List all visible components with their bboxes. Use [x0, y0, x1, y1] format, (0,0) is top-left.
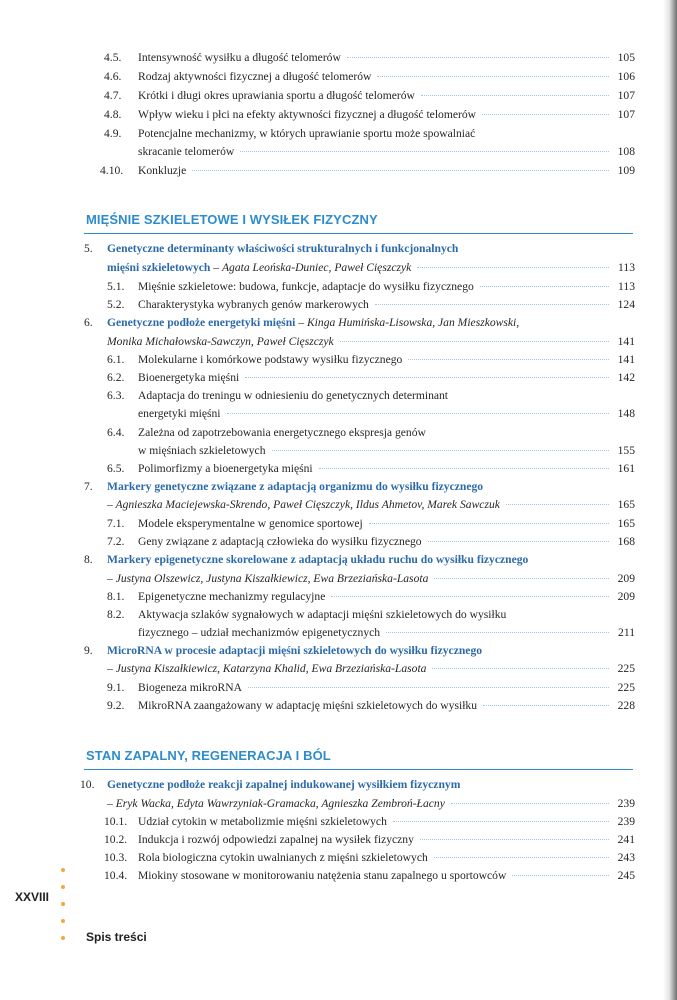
entry-title: Potencjalne mechanizmy, w których uprawianie sportu może spowalniać [138, 127, 476, 140]
entry-page: 239 [617, 815, 635, 828]
dot-leader [432, 668, 609, 669]
entry-title: Zależna od zapotrzebowania energetycznego ekspresja genów [138, 426, 426, 439]
entry-title: Polimorfizmy a bioenergetyka mięśni [138, 462, 313, 475]
toc-entry-8-1[interactable] [0, 587, 677, 607]
entry-title: Intensywność wysiłku a długość telomerów [138, 51, 341, 64]
dot-leader [408, 359, 609, 360]
chapter-number: 10. [80, 778, 95, 791]
entry-title: Charakterystyka wybranych genów markerowych [138, 298, 369, 311]
entry-number: 6.1. [107, 353, 125, 366]
section-heading: MIĘŚNIE SZKIELETOWE I WYSIŁEK FIZYCZNY [86, 212, 378, 227]
chapter-page: 209 [617, 572, 635, 585]
chapter-title: Genetyczne determinanty właściwości strukturalnych i funkcjonalnych [107, 242, 459, 255]
section-rule [84, 769, 633, 770]
bullet-dot [61, 885, 65, 889]
chapter-authors: – Eryk Wacka, Edyta Wawrzyniak-Gramacka, Agnieszka Zembroń-Łacny [107, 797, 445, 810]
entry-title: Indukcja i rozwój odpowiedzi zapalnej na wysiłek fizyczny [138, 833, 414, 846]
entry-number: 10.2. [104, 833, 128, 846]
entry-number: 4.8. [104, 108, 122, 121]
dot-leader [428, 541, 609, 542]
entry-number: 6.5. [107, 462, 125, 475]
toc-entry-4-9-line2[interactable] [0, 142, 677, 162]
toc-entry-6-3-line1[interactable] [0, 386, 677, 406]
entry-page: 109 [617, 164, 635, 177]
entry-page: 225 [617, 681, 635, 694]
dot-leader [369, 523, 609, 524]
entry-page: 168 [617, 535, 635, 548]
toc-entry-5-1[interactable] [0, 277, 677, 297]
toc-entry-4-6[interactable] [0, 67, 677, 87]
entry-title: MikroRNA zaangażowany w adaptację mięśni szkieletowych do wysiłku [138, 699, 478, 712]
entry-page: 141 [617, 353, 635, 366]
entry-title: Molekularne i komórkowe podstawy wysiłku fizycznego [138, 353, 403, 366]
entry-page: 241 [617, 833, 635, 846]
toc-entry-10-3[interactable] [0, 848, 677, 868]
toc-entry-10-1[interactable] [0, 812, 677, 832]
toc-chapter-10-line2[interactable] [0, 794, 677, 814]
chapter-authors: – Justyna Olszewicz, Justyna Kiszałkiewicz, Ewa Brzeziańska-Lasota [107, 572, 429, 585]
toc-entry-4-9-line1[interactable] [0, 124, 677, 144]
entry-page: 113 [618, 280, 635, 293]
dot-leader [483, 705, 609, 706]
chapter-authors-continued: Monika Michałowska-Sawczyn, Paweł Cięszczyk [107, 335, 334, 348]
chapter-title: Genetyczne podłoże reakcji zapalnej indukowanej wysiłkiem fizycznym [107, 778, 461, 791]
entry-page: 243 [617, 851, 635, 864]
entry-number: 4.7. [104, 89, 122, 102]
toc-entry-4-10[interactable] [0, 161, 677, 181]
chapter-number: 9. [84, 644, 93, 657]
entry-title: Konkluzje [138, 164, 187, 177]
entry-number: 7.1. [107, 517, 125, 530]
entry-number: 4.9. [104, 127, 122, 140]
chapter-title: Genetyczne podłoże energetyki mięśni [107, 316, 296, 329]
chapter-page: 239 [617, 797, 635, 810]
section-heading: STAN ZAPALNY, REGENERACJA I BÓL [86, 748, 331, 763]
entry-title: Mięśnie szkieletowe: budowa, funkcje, adaptacje do wysiłku fizycznego [138, 280, 474, 293]
dot-leader [434, 578, 609, 579]
entry-page: 124 [617, 298, 635, 311]
toc-chapter-6-line2[interactable] [0, 332, 677, 352]
chapter-title: MicroRNA w procesie adaptacji mięśni szkieletowych do wysiłku fizycznego [107, 644, 483, 657]
entry-page: 105 [617, 51, 635, 64]
bullet-dot [61, 919, 65, 923]
chapter-page: 113 [618, 261, 635, 274]
entry-number: 4.10. [100, 164, 124, 177]
entry-number: 9.1. [107, 681, 125, 694]
chapter-number: 7. [84, 480, 93, 493]
toc-chapter-7-line1[interactable] [0, 477, 677, 497]
entry-title: Biogeneza mikroRNA [138, 681, 242, 694]
chapter-title: Markery epigenetyczne skorelowane z adaptacją układu ruchu do wysiłku fizycznego [107, 553, 529, 566]
entry-page: 155 [617, 444, 635, 457]
toc-entry-5-2[interactable] [0, 295, 677, 315]
entry-title-continued: skracanie telomerów [138, 145, 235, 158]
entry-number: 5.2. [107, 298, 125, 311]
entry-title: Krótki i długi okres uprawiania sportu a długość telomerów [138, 89, 415, 102]
bullet-dot [61, 902, 65, 906]
entry-title: Geny związane z adaptacją człowieka do wysiłku fizycznego [138, 535, 422, 548]
toc-entry-6-5[interactable] [0, 459, 677, 479]
chapter-authors: – Justyna Kiszałkiewicz, Katarzyna Khalid, Ewa Brzeziańska-Lasota [107, 662, 427, 675]
dot-leader [420, 839, 609, 840]
entry-number: 6.3. [107, 389, 125, 402]
page-number: XXVIII [15, 890, 50, 904]
entry-number: 7.2. [107, 535, 125, 548]
entry-title: Rola biologiczna cytokin uwalnianych z mięśni szkieletowych [138, 851, 428, 864]
dot-leader [227, 413, 609, 414]
chapter-title-continued: mięśni szkieletowych [107, 261, 211, 274]
toc-chapter-9-line1[interactable] [0, 641, 677, 661]
entry-number: 10.4. [104, 869, 128, 882]
entry-title: Adaptacja do treningu w odniesieniu do genetycznych determinant [138, 389, 449, 402]
entry-number: 10.3. [104, 851, 128, 864]
toc-entry-8-2-line1[interactable] [0, 605, 677, 625]
entry-page: 107 [617, 108, 635, 121]
dot-leader [421, 95, 609, 96]
entry-page: 161 [617, 462, 635, 475]
entry-title: Aktywacja szlaków sygnałowych w adaptacji mięśni szkieletowych do wysiłku [138, 608, 507, 621]
toc-entry-9-1[interactable] [0, 678, 677, 698]
author-separator: – [295, 316, 307, 329]
toc-entry-9-2[interactable] [0, 696, 677, 716]
bullet-dot [61, 868, 65, 872]
dot-leader [347, 57, 609, 58]
dot-leader [245, 377, 609, 378]
entry-title: Bioenergetyka mięśni [138, 371, 240, 384]
toc-chapter-9-line2[interactable] [0, 659, 677, 679]
dot-leader [248, 687, 609, 688]
chapter-title: Markery genetyczne związane z adaptacją organizmu do wysiłku fizycznego [107, 480, 484, 493]
entry-page: 228 [617, 699, 635, 712]
entry-number: 6.2. [107, 371, 125, 384]
chapter-page: 165 [617, 498, 635, 511]
dot-leader [319, 468, 609, 469]
entry-title: Wpływ wieku i płci na efekty aktywności fizycznej a długość telomerów [138, 108, 477, 121]
toc-entry-6-1[interactable] [0, 350, 677, 370]
bullet-dot [61, 936, 65, 940]
entry-number: 9.2. [107, 699, 125, 712]
toc-entry-6-4-line2[interactable] [0, 441, 677, 461]
dot-leader [331, 596, 609, 597]
dot-leader [375, 304, 609, 305]
entry-number: 6.4. [107, 426, 125, 439]
entry-title: Epigenetyczne mechanizmy regulacyjne [138, 590, 326, 603]
toc-chapter-6-line1[interactable] [0, 313, 677, 333]
dot-leader [480, 286, 609, 287]
dot-leader [417, 267, 609, 268]
entry-page: 148 [617, 407, 635, 420]
toc-entry-6-4-line1[interactable] [0, 423, 677, 443]
chapter-number: 8. [84, 553, 93, 566]
entry-title: Rodzaj aktywności fizycznej a długość telomerów [138, 70, 372, 83]
chapter-number: 6. [84, 316, 93, 329]
entry-page: 107 [617, 89, 635, 102]
section-rule [84, 233, 633, 234]
dot-leader [192, 170, 609, 171]
dot-leader [377, 76, 609, 77]
entry-number: 8.1. [107, 590, 125, 603]
entry-number: 4.5. [104, 51, 122, 64]
entry-title-continued: w mięśniach szkieletowych [138, 444, 266, 457]
entry-page: 245 [617, 869, 635, 882]
toc-entry-6-2[interactable] [0, 368, 677, 388]
entry-page: 106 [617, 70, 635, 83]
toc-chapter-5-line1[interactable] [0, 239, 677, 259]
dot-leader [482, 114, 609, 115]
chapter-authors: – Agnieszka Maciejewska-Skrendo, Paweł Cięszczyk, Ildus Ahmetov, Marek Sawczuk [107, 498, 500, 511]
author-separator: – [210, 261, 222, 274]
chapter-authors: Agata Leońska-Duniec, Paweł Cięszczyk [221, 261, 412, 274]
entry-number: 10.1. [104, 815, 128, 828]
entry-page: 211 [618, 626, 635, 639]
entry-title: Modele eksperymentalne w genomice sportowej [138, 517, 363, 530]
dot-leader [386, 632, 609, 633]
chapter-page: 141 [617, 335, 635, 348]
entry-title-continued: energetyki mięśni [138, 407, 221, 420]
toc-chapter-10-line1[interactable] [0, 775, 677, 795]
toc-entry-8-2-line2[interactable] [0, 623, 677, 643]
entry-page: 108 [617, 145, 635, 158]
toc-entry-10-4[interactable] [0, 866, 677, 886]
dot-leader [272, 450, 610, 451]
entry-number: 8.2. [107, 608, 125, 621]
entry-number: 5.1. [107, 280, 125, 293]
entry-page: 209 [617, 590, 635, 603]
entry-page: 142 [617, 371, 635, 384]
running-footer-title: Spis treści [86, 930, 147, 944]
entry-page: 165 [617, 517, 635, 530]
dot-leader [393, 821, 609, 822]
chapter-number: 5. [84, 242, 93, 255]
chapter-authors: Kinga Humińska-Lisowska, Jan Mieszkowski, [306, 316, 520, 329]
toc-entry-10-2[interactable] [0, 830, 677, 850]
toc-chapter-7-line2[interactable] [0, 495, 677, 515]
toc-entry-4-5[interactable] [0, 48, 677, 68]
toc-entry-6-3-line2[interactable] [0, 404, 677, 424]
entry-title: Miokiny stosowane w monitorowaniu natężenia stanu zapalnego u sportowców [138, 869, 507, 882]
toc-chapter-8-line1[interactable] [0, 550, 677, 570]
toc-chapter-8-line2[interactable] [0, 569, 677, 589]
dot-leader [506, 504, 609, 505]
toc-entry-7-2[interactable] [0, 532, 677, 552]
dot-leader [240, 151, 609, 152]
toc-entry-4-7[interactable] [0, 86, 677, 106]
dot-leader [434, 857, 609, 858]
entry-title: Udział cytokin w metabolizmie mięśni szkieletowych [138, 815, 387, 828]
chapter-page: 225 [617, 662, 635, 675]
toc-entry-7-1[interactable] [0, 514, 677, 534]
toc-chapter-5-line2[interactable] [0, 258, 677, 278]
toc-entry-4-8[interactable] [0, 105, 677, 125]
entry-title-continued: fizycznego – udział mechanizmów epigenetycznych [138, 626, 381, 639]
dot-leader [340, 341, 609, 342]
entry-number: 4.6. [104, 70, 122, 83]
dot-leader [451, 803, 609, 804]
